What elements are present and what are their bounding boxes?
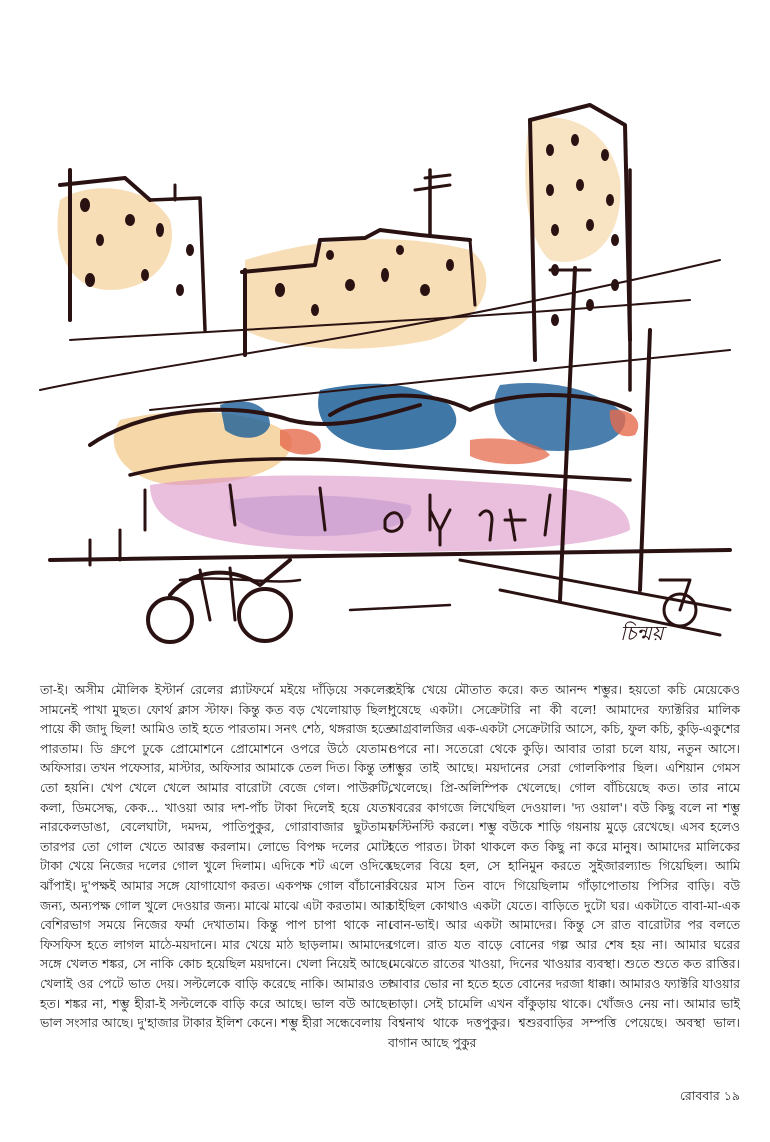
article-text-left: তা-ই। অসীম মৌলিক ইস্টার্ন রেলের প্ল্যাটফর্মে মইয়ে দাঁড়িয়ে সকলের সামনেই পাখা মুছত। ফোর্থ ক্লাস স্টাফ। কিন্তু কত বড় খেলোয়াড় ছিল! পায়ে কী জাদু ছিল! আমিও তাই হতে পারতাম। সনৎ শেঠ, থঙ্গরাজ হতে পারতাম। ডি গ্রুপে ঢুকে প্রোমোশনে প্রোমোশনে ওপরে উঠে যেতাম। অফিসার। তখন পফেসার, মাস্টার, অফিসার আমাকে তেল দিত। কিন্তু তা তো হয়নি। খেপ খেলে খেলে আমার বারোটা বেজে গেল। পাউরুটি, কলা, ডিমসেদ্ধ, কেক... খাওয়া আর দশ-পাঁচ টাকা দিলেই হয়ে যেত। নারকেলডাঙা, বেলেঘাটা, দমদম, পাতিপুকুর, গোরাবাজার ছুটতাম। তারপর তো গোল খেতে আরম্ভ করলাম। লোভে বিপক্ষ দলের মোটা টাকা খেয়ে নিজের দলের গোল খুলে দিলাম। এদিকে শট এলে ওদিকে ঝাঁপাই। দু'পক্ষই আমার সঙ্গে যোগাযোগ করত। একপক্ষ গোল বাঁচানোর জন্য, অন্যপক্ষ গোল খুলে দেওয়ার জন্য। মাঝে মাঝে এটা করতাম। আর বেশিরভাগ সময়ে নিজের ফর্মা দেখাতাম। কিন্তু পাপ চাপা থাকে না। ফিসফিস হতে লাগল মাঠে-ময়দানে। মার খেয়ে মাঠ ছাড়লাম। আমাদের সঙ্গে খেলত শঙ্কর, সে নাকি কোচ হয়েছিল ময়দানে। খেলা নিয়েই আছে। খেলাই ওর পেটে ভাত দেয়। সল্টলেকে বাড়ি করেছে নাকি। আমারও তা হত। শঙ্কর না, শম্ভু হীরা-ই সল্টলেকে বাড়ি করে আছে। ভাল বউ আছে। ভাল সংসার আছে। দু'হাজার টাকার ইলিশ কেনে। শম্ভু হীরা সন্ধেবেলায়: [40, 682, 392, 1031]
article-text-right: হুইস্কি খেয়ে মৌতাত করে। কত আনন্দ শম্ভুর। হয়তো কচি মেয়েকেও পুষেছে একটা। সেক্রেটারি না কী বলে! আমাদের ফ্যাক্টরির মালিক আগ্রবালজির এক-একটা সেক্রেটারি আসে, কচি, ফুল কচি, কুড়ি-একুশের ওপরে না। সতেরো থেকে কুড়ি। আবার তারা চলে যায়, নতুন আসে। শম্ভুর তাই আছে। ময়দানের সেরা গোলকিপার ছিল। এশিয়ান গেমস খেলেছে। প্রি-অলিম্পিক খেলেছে। গোল বাঁচিয়েছে কত। তার নামে খবরের কাগজে লিখেছিল দেওয়াল। 'দ্য ওয়াল'। বউ কিছু বলে না শম্ভু ফস্টিনস্টি করলে। শম্ভু বউকে শাড়ি গয়নায় মুড়ে রেখেছে। এসব হলেও হতে পারত। টাকা থাকলে কত কিছু না করে মানুষ। আমাদের মালিকের ছেলের বিয়ে হল, সে হানিমুন করতে সুইজারল্যান্ড গিয়েছিল। আমি বিয়ের মাস তিন বাদে গিয়েছিলাম গাঁড়াপোতায় পিসির বাড়ি। বউ চাইছিল কোথাও একটা যেতে। বাড়িতে দুটো ঘর। একটাতে বাবা-মা-এক বোন-ভাই। আর একটা আমাদের। কিন্তু সে রাত বারোটার পর বলতে গেলে। রাত যত বাড়ে বোনের গল্প আর শেষ হয় না। আমার ঘরের মেঝেতে রাতের খাওয়া, দিনের খাওয়ার ব্যবস্থা। শুতে শুতে কত রাত্তির। আবার ভোর না হতে হতে বোনের দরজা ধাক্কা। আমারও ফ্যাক্টরি যাওয়ার তাড়া। সেই চামেলি এখন বাঁকুড়ায় থাকে। খোঁজও নেয় না। আমার ভাই বিশ্বনাথ থাকে দত্তপুকুর। শ্বশুরবাড়ির সম্পত্তি পেয়েছে। অবস্থা ভাল। বাগান আছে পুকুর: [388, 682, 740, 1050]
article-column-left: [40, 680, 392, 1033]
street-scene-illustration: [30, 90, 742, 660]
ink-linework: [40, 105, 730, 642]
artist-signature: চিন্ময়: [620, 621, 664, 645]
page-number-label: রোববার ১৯: [679, 1088, 740, 1103]
article-column-right: [388, 680, 740, 1052]
page-footer: [680, 1088, 740, 1108]
